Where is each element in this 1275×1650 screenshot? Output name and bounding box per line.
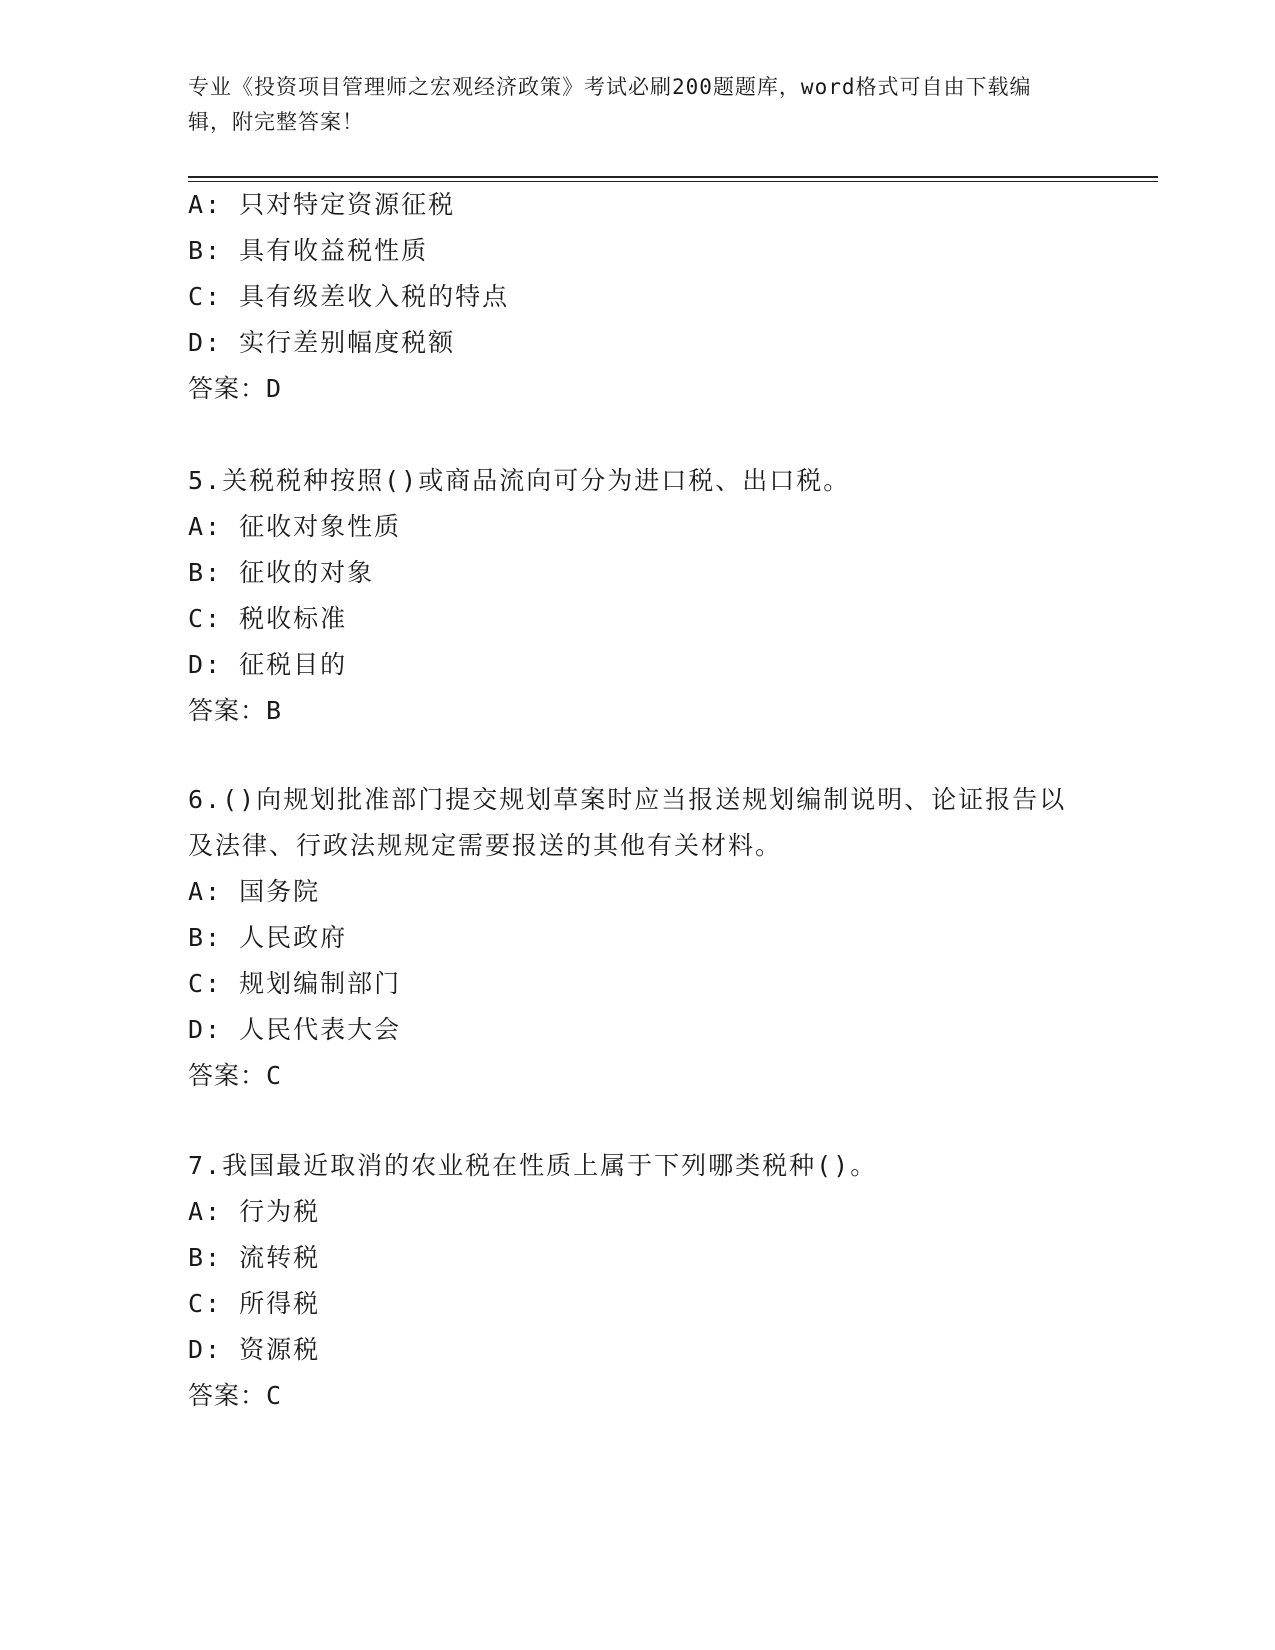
question-stem: 6.()向规划批准部门提交规划草案时应当报送规划编制说明、论证报告以及法律、行政法规规定需要报送的其他有关材料。: [188, 785, 1067, 860]
option-c: C: 税收标准: [188, 604, 348, 633]
question-5: [188, 458, 1148, 734]
question-7: [188, 1143, 1148, 1419]
answer: 答案：B: [188, 696, 283, 725]
option-c: C: 规划编制部门: [188, 969, 402, 998]
question-4-continuation: [188, 182, 1148, 412]
option-a: A: 行为税: [188, 1197, 321, 1226]
question-6: [188, 777, 1068, 1099]
option-a: A: 国务院: [188, 877, 321, 906]
option-b: B: 具有收益税性质: [188, 236, 429, 265]
option-a: A: 只对特定资源征税: [188, 190, 456, 219]
answer: 答案：C: [188, 1381, 283, 1410]
option-c: C: 具有级差收入税的特点: [188, 282, 510, 311]
option-b: B: 征收的对象: [188, 558, 375, 587]
option-d: D: 实行差别幅度税额: [188, 328, 456, 357]
option-b: B: 流转税: [188, 1243, 321, 1272]
question-stem: 5.关税税种按照()或商品流向可分为进口税、出口税。: [188, 466, 851, 495]
option-d: D: 人民代表大会: [188, 1015, 402, 1044]
option-c: C: 所得税: [188, 1289, 321, 1318]
option-b: B: 人民政府: [188, 923, 348, 952]
option-d: D: 征税目的: [188, 650, 348, 679]
question-stem: 7.我国最近取消的农业税在性质上属于下列哪类税种()。: [188, 1151, 878, 1180]
document-header: 专业《投资项目管理师之宏观经济政策》考试必刷200题题库，word格式可自由下载编辑，附完整答案！: [188, 75, 1032, 134]
option-d: D: 资源税: [188, 1335, 321, 1364]
answer: 答案：D: [188, 374, 283, 403]
answer: 答案：C: [188, 1061, 283, 1090]
option-a: A: 征收对象性质: [188, 512, 402, 541]
